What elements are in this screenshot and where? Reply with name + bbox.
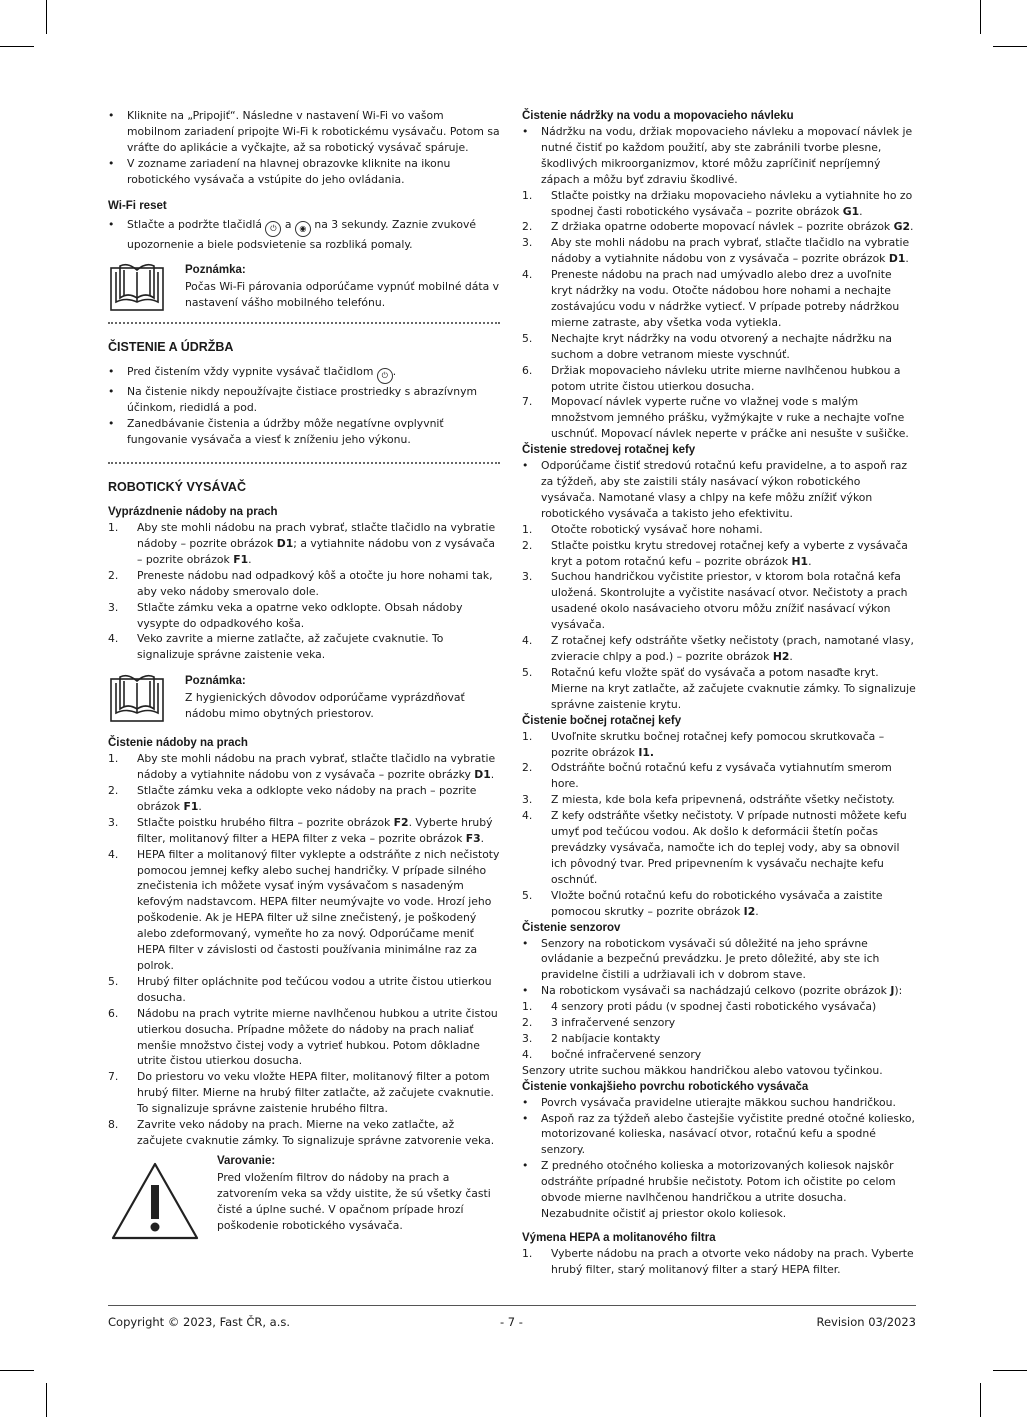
open-book-icon	[110, 262, 164, 316]
list-text: Vyberte nádobu na prach a otvorte veko nádoby na prach. Vyberte hrubý filter, starý molitanový filter a starý HEPA filter.	[551, 1246, 914, 1276]
list-text: Z držiaka opatrne odoberte mopovací návlek – pozrite obrázok	[551, 220, 894, 234]
list-item: • Pred čistením vždy vypnite vysávač tlačidlom ⏻ .	[108, 364, 500, 384]
numbered-list-item	[522, 569, 916, 633]
numbered-list-item	[522, 1246, 916, 1278]
list-item: • Odporúčame čistiť stredovú rotačnú kefu pravidelne, a to aspoň raz za týždeň, aby ste zaistili stály nasávací výkon robotického vysávača. Namotané vlasy a chlpy na kefe môžu znížiť výkon robotického vysávača a takisto jeho efektivitu.	[522, 459, 907, 520]
list-number: 1.	[522, 729, 533, 743]
list-text: Do priestoru vo veku vložte HEPA filter, molitanový filter a potom hrubý filter. Mierne na hrubý filter zatlačte, až začujete cvaknutie. To signalizuje správne zaistenie hrubého filtra.	[137, 1070, 494, 1116]
list-text: HEPA filter a molitanový filter vyklepte a odstráňte z nich nečistoty pomocou jemnej kefky alebo suchej handričky. V prípade silného znečistenia ich môžete vysať iným vysávačom s nasadeným kefovým nadstavcom. HEPA filter neumývajte vo vode. Hrozí jeho poškodenie. Ak je HEPA filter už silne znečistený, je poškodený alebo zdeformovaný, vymeňte ho za nový. Odporúčame meniť HEPA filter v závislosti od častosti používania minimálne raz za polrok.	[137, 847, 500, 972]
crop-mark	[993, 1370, 1027, 1371]
warning-title: Varovanie:	[217, 1154, 276, 1167]
numbered-list-item	[108, 568, 500, 600]
numbered-list-item	[108, 1006, 500, 1070]
list-number: 2.	[522, 761, 533, 775]
note-title: Poznámka:	[185, 675, 246, 688]
list-text: Zavrite veko nádoby na prach. Mierne na veko zatlačte, až začujete cvaknutie zámky. To signalizuje správne zatvorenie veka.	[137, 1118, 495, 1147]
list-number: 5.	[522, 331, 533, 345]
crop-mark	[46, 0, 47, 34]
list-text: .	[248, 552, 252, 566]
list-text: Stlačte poistku krytu stredovej rotačnej kefy a vyberte z vysávača kryt a potom rotačnú kefu – pozrite obrázok	[551, 538, 908, 568]
list-number: 5.	[522, 665, 533, 679]
list-number: 5.	[108, 974, 119, 988]
list-number: 4.	[522, 1047, 533, 1061]
subsection-heading: Čistenie senzorov	[522, 921, 621, 934]
numbered-list-item	[522, 1015, 916, 1031]
list-text: Z kefy odstráňte všetky nečistoty. V prípade nutnosti môžete kefu umyť pod tečúcou vodou. Ak došlo k deformácii štetín počas prevádzky vysávača, namočte ich do teplej vody, aby sa obnovil ich pôvodný tvar. Pred pripevnením k vysávaču nechajte kefu oschnúť.	[551, 809, 907, 886]
list-number: 3.	[108, 600, 119, 614]
numbered-list-item	[522, 729, 916, 761]
note-text: Z hygienických dôvodov odporúčame vyprázdňovať nádobu mimo obytných priestorov.	[185, 691, 465, 721]
warning-box	[108, 1153, 500, 1253]
list-number: 1.	[108, 521, 119, 535]
list-item: • V zozname zariadení na hlavnej obrazovke kliknite na ikonu robotického vysávača a vstúpite do jeho ovládania.	[108, 156, 451, 186]
numbered-list-item	[522, 1031, 916, 1047]
numbered-list-item	[522, 522, 916, 538]
numbered-list-item	[522, 1047, 916, 1063]
numbered-list-item	[108, 847, 500, 974]
list-text: .	[905, 252, 909, 266]
numbered-list-item	[108, 974, 500, 1006]
power-icon: ⏻	[377, 368, 393, 384]
figure-ref: D1	[474, 768, 491, 782]
figure-ref: D1	[276, 536, 294, 550]
crop-mark	[0, 1370, 34, 1371]
list-text: Otočte robotický vysávač hore nohami.	[551, 522, 763, 536]
numbered-list-item	[522, 394, 916, 442]
crop-mark	[0, 46, 34, 47]
list-text: .	[789, 650, 793, 663]
list-text: Odstráňte bočnú rotačnú kefu z vysávača vytiahnutím smerom hore.	[551, 761, 892, 791]
list-text: 4 senzory proti pádu (v spodnej časti robotického vysávača)	[551, 1000, 877, 1014]
numbered-list-item	[108, 1117, 500, 1149]
list-text: Mopovací návlek vyperte ručne vo vlažnej vode s malým množstvom jemného prášku, vyžmýkajte v ruke a nechajte voľne uschnúť. Mopovací návlek neperte v práčke ani nesušte v sušičke.	[551, 395, 909, 441]
list-text: Z miesta, kde bola kefa pripevnená, odstráňte všetky nečistoty.	[551, 793, 895, 807]
list-text: Hrubý filter opláchnite pod tečúcou vodou a utrite čistou utierkou dosucha.	[137, 974, 492, 1004]
list-text: Držiak mopovacieho návleku utrite mierne navlhčenou hubkou a potom utrite čistou utierkou dosucha.	[551, 363, 901, 393]
numbered-list-item	[522, 808, 916, 888]
numbered-list-item	[522, 888, 916, 920]
list-text: .	[755, 904, 759, 918]
sensors-tail: Senzory utrite suchou mäkkou handričkou alebo vatovou tyčinkou.	[522, 1063, 883, 1077]
list-text: .	[808, 554, 812, 568]
list-item: • Aspoň raz za týždeň alebo častejšie vyčistite predné otočné koliesko, motorizované kolieska, nasávací otvor, rotačnú kefu a spodné senzory.	[522, 1111, 915, 1157]
wifi-clean-icon: ◉	[295, 221, 311, 237]
list-number: 7.	[522, 395, 533, 409]
numbered-list-item	[108, 1069, 500, 1117]
numbered-list-item	[108, 631, 500, 663]
figure-ref: I1.	[638, 745, 654, 759]
crop-mark	[980, 1383, 981, 1417]
numbered-list-item	[108, 815, 500, 847]
list-text: Z rotačnej kefy odstráňte všetky nečistoty (prach, namotané vlasy, zvieracie chlpy a pod.) – pozrite obrázok	[551, 634, 914, 663]
figure-ref: G2	[893, 220, 910, 234]
list-text: Vložte bočnú rotačnú kefu do robotického vysávača a zaistite pomocou skrutky – pozrite obrázok	[551, 888, 883, 918]
list-text: Stlačte zámku veka a opatrne veko odklopte. Obsah nádoby vysypte do odpadkového koša.	[137, 600, 463, 630]
note-title: Poznámka:	[185, 264, 246, 277]
list-item: • Senzory na robotickom vysávači sú dôležité na jeho správne ovládanie a bezpečnú prevádzku. Je preto dôležité, aby ste ich pravidelne čistili a udržiavali ich v dobrom stave.	[522, 936, 880, 982]
numbered-list-item	[522, 633, 916, 665]
list-item: • Na robotickom vysávači sa nachádzajú celkovo (pozrite obrázok J):	[522, 984, 903, 998]
figure-ref: F3	[465, 831, 481, 845]
list-number: 2.	[522, 1016, 533, 1030]
numbered-list-item	[522, 760, 916, 792]
list-number: 1.	[108, 752, 119, 766]
subsection-heading: Čistenie bočnej rotačnej kefy	[522, 714, 682, 727]
list-text: Aby ste mohli nádobu na prach vybrať, stlačte tlačidlo na vybratie nádoby a vytiahnite nádobu von z vysávača – pozrite obrázky	[137, 752, 496, 782]
list-text: Preneste nádobu na prach nad umývadlo alebo drez a uvoľnite kryt nádržky na vodu. Otočte nádobou hore nohami a nechajte zostávajúcu vodu v nádržke vytiecť. V prípade potreby nádržkou mierne zatraste, aby všetka voda vytiekla.	[551, 268, 900, 329]
numbered-list-item	[108, 751, 500, 783]
numbered-list-item	[522, 219, 916, 235]
wifi-reset-heading: Wi-Fi reset	[108, 199, 167, 212]
figure-ref: H2	[772, 650, 790, 663]
figure-ref: H1	[791, 554, 809, 568]
list-text: .	[490, 768, 495, 782]
figure-ref: F1	[233, 552, 249, 566]
numbered-list-item	[522, 267, 916, 331]
list-number: 3.	[522, 570, 533, 584]
footer-rule	[108, 1305, 916, 1306]
list-text: .	[859, 204, 863, 218]
list-number: 6.	[522, 363, 533, 377]
divider	[108, 462, 500, 464]
list-number: 3.	[522, 1031, 533, 1045]
list-number: 4.	[522, 634, 533, 648]
page-number: - 7 -	[500, 1315, 523, 1329]
figure-ref: F2	[393, 815, 409, 829]
list-item: • Stlačte a podržte tlačidlá ⏻ a ◉ na 3 sekundy. Zaznie zvukové upozornenie a biele podsvietenie sa rozbliká pomaly.	[108, 217, 476, 251]
open-book-icon	[110, 673, 164, 727]
list-text: Aby ste mohli nádobu na prach vybrať, stlačte tlačidlo na vybratie nádoby – pozrite obrázok	[137, 521, 496, 550]
list-number: 4.	[522, 809, 533, 823]
empty-bin-list	[108, 520, 500, 663]
list-number: 3.	[522, 793, 533, 807]
list-number: 2.	[522, 220, 533, 234]
list-number: 7.	[108, 1070, 119, 1084]
list-number: 4.	[522, 268, 533, 282]
list-text: Nádobu na prach vytrite mierne navlhčenou hubkou a utrite čistou utierkou dosucha. Prípadne môžete do nádoby na prach naliať menšie množstvo čistej vody a vytrieť hubkou. Potom dôkladne utrite čistou utierkou dosucha.	[137, 1006, 498, 1068]
subsection-heading: Čistenie stredovej rotačnej kefy	[522, 444, 696, 457]
list-text: Uvoľnite skrutku bočnej rotačnej kefy pomocou skrutkovača – pozrite obrázok	[551, 729, 885, 759]
hepa-list	[522, 1246, 916, 1278]
warning-triangle-icon	[110, 1161, 200, 1245]
right-column	[522, 108, 916, 1278]
list-text: Stlačte zámku veka a odklopte veko nádoby na prach – pozrite obrázok	[137, 784, 477, 813]
numbered-list-item	[522, 999, 916, 1015]
section-heading: ČISTENIE A ÚDRŽBA	[108, 340, 234, 355]
list-text: .	[480, 831, 485, 845]
numbered-list-item	[108, 600, 500, 632]
tank-list	[522, 188, 916, 443]
warning-text: Pred vložením filtrov do nádoby na prach a zatvorením veka sa vždy uistite, že sú všetky časti čisté a úplne suché. V opačnom prípade hrozí poškodenie robotického vysávača.	[217, 1170, 491, 1232]
list-text: Veko zavrite a mierne zatlačte, až začujete cvaknutie. To signalizuje správne zaistenie veka.	[137, 632, 444, 662]
divider	[108, 322, 500, 324]
numbered-list-item	[108, 520, 500, 568]
numbered-list-item	[522, 235, 916, 267]
list-number: 1.	[522, 188, 533, 202]
list-number: 4.	[108, 632, 119, 646]
numbered-list-item	[522, 665, 916, 713]
list-text: Stlačte poistku hrubého filtra – pozrite obrázok	[137, 815, 394, 829]
list-text: 2 nabíjacie kontakty	[551, 1031, 661, 1045]
numbered-list-item	[522, 331, 916, 363]
figure-ref: I2	[743, 904, 756, 918]
list-number: 5.	[522, 888, 533, 902]
list-text: 3 infračervené senzory	[551, 1016, 676, 1030]
list-item: • Na čistenie nikdy nepoužívajte čistiace prostriedky s abrazívnym účinkom, riedidlá a pod.	[108, 385, 477, 415]
crop-mark	[46, 1383, 47, 1417]
list-number: 3.	[522, 236, 533, 250]
figure-ref: F1	[183, 799, 199, 813]
figure-ref: D1	[888, 252, 906, 266]
list-text: . Vyberte hrubý filter, molitanový filter a HEPA filter z veka – pozrite obrázok	[137, 815, 493, 845]
list-item: • Z predného otočného kolieska a motorizovaných koliesok najskôr odstráňte prípadné hrubšie nečistoty. Potom ich očistite po celom obvode mierne navlhčenou handričkou a utrite dosucha. Nezabudnite očistiť aj priestor okolo koliesok.	[522, 1159, 896, 1220]
list-number: 1.	[522, 522, 533, 536]
subsection-heading: Čistenie nádržky na vodu a mopovacieho návleku	[522, 110, 794, 122]
list-number: 1.	[522, 1000, 533, 1014]
list-number: 2.	[522, 538, 533, 552]
sensors-list	[522, 999, 916, 1063]
footer-revision: Revision 03/2023	[816, 1315, 916, 1329]
list-text: Stlačte poistky na držiaku mopovacieho návleku a vytiahnite ho zo spodnej časti robotického vysávača – pozrite obrázok	[551, 188, 913, 218]
list-item: • Zanedbávanie čistenia a údržby môže negatívne ovplyvniť fungovanie vysávača a viesť k zníženiu jeho výkonu.	[108, 417, 444, 447]
list-text: bočné infračervené senzory	[551, 1047, 702, 1061]
numbered-list-item	[522, 188, 916, 220]
subsection-heading: Výmena HEPA a molitanového filtra	[522, 1231, 716, 1244]
list-number: 4.	[108, 847, 119, 861]
list-text: Aby ste mohli nádobu na prach vybrať, stlačte tlačidlo na vybratie nádoby a vytiahnite nádobu von z vysávača – pozrite obrázok	[551, 236, 910, 266]
subsection-heading: Čistenie nádoby na prach	[108, 737, 248, 750]
list-number: 2.	[108, 568, 119, 582]
list-number: 1.	[522, 1246, 533, 1260]
note-box	[108, 262, 500, 316]
list-number: 8.	[108, 1118, 119, 1132]
list-text: .	[198, 799, 202, 813]
figure-ref: G1	[842, 204, 860, 218]
list-text: ; a vytiahnite nádobu von z vysávača – pozrite obrázok	[137, 536, 496, 566]
subsection-heading: Vyprázdnenie nádoby na prach	[108, 506, 278, 519]
left-column	[108, 108, 500, 1253]
main-brush-list	[522, 522, 916, 713]
list-number: 2.	[108, 784, 119, 798]
list-item: • Nádržku na vodu, držiak mopovacieho návleku a mopovací návlek je nutné čistiť po každom použití, aby ste zabránili tvorbe plesne, škodlivých mikroorganizmov, ktoré môžu zapríčiniť nepríjemný zápach a môžu byť zdraviu škodlivé.	[522, 125, 913, 186]
note-box	[108, 673, 500, 727]
note-text: Počas Wi-Fi párovania odporúčame vypnúť mobilné dáta v nastavení vášho mobilného telefónu.	[185, 280, 500, 310]
subsection-heading: Čistenie vonkajšieho povrchu robotického vysávača	[522, 1080, 809, 1093]
numbered-list-item	[522, 792, 916, 808]
footer-copyright: Copyright © 2023, Fast ČR, a.s.	[108, 1315, 291, 1329]
list-number: 3.	[108, 815, 119, 829]
list-text: Nechajte kryt nádržky na vodu otvorený a nechajte nádržku na suchom a dobre vetranom mieste vyschnúť.	[551, 331, 892, 361]
power-clean-icon: ⏻	[265, 221, 281, 237]
list-text: Rotačnú kefu vložte späť do vysávača a potom nasaďte kryt. Mierne na kryt zatlačte, až začujete cvaknutie zámky. To signalizuje správne zaistenie krytu.	[551, 665, 916, 711]
numbered-list-item	[522, 538, 916, 570]
numbered-list-item	[522, 363, 916, 395]
list-item: • Povrch vysávača pravidelne utierajte mäkkou suchou handričkou.	[522, 1095, 896, 1109]
list-text: .	[909, 220, 914, 234]
list-text: Suchou handričkou vyčistite priestor, v ktorom bola rotačná kefa uložená. Skontrolujte a vyčistite nasávací otvor. Nečistoty a prach usadené okolo nasávacieho otvoru môžu znížiť nasávací výkon vysávača.	[551, 570, 908, 632]
side-brush-list	[522, 729, 916, 920]
list-text: Preneste nádobu nad odpadkový kôš a otočte ju hore nohami tak, aby veko nádoby smerovalo dole.	[137, 568, 493, 598]
list-item: • Kliknite na „Pripojiť“. Následne v nastavení Wi-Fi vo vašom mobilnom zariadení pripojte Wi-Fi k robotickému vysávaču. Potom sa vráťte do aplikácie a vyčkajte, až sa robotický vysávač spáruje.	[108, 109, 500, 154]
crop-mark	[993, 46, 1027, 47]
section-heading: ROBOTICKÝ VYSÁVAČ	[108, 480, 246, 495]
crop-mark	[980, 0, 981, 34]
numbered-list-item	[108, 783, 500, 815]
bin-cleaning-list	[108, 751, 500, 1149]
list-number: 6.	[108, 1006, 119, 1020]
